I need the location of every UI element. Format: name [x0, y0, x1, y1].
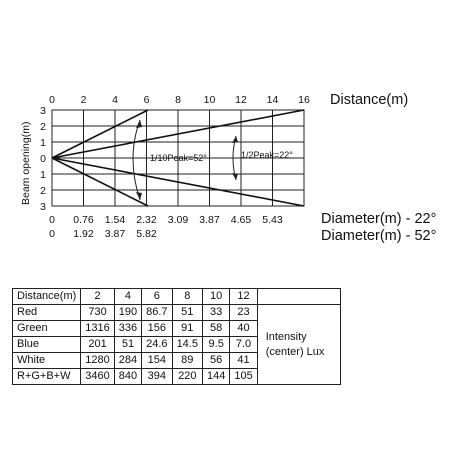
distance-tick-labels [49, 94, 310, 106]
diameter-52-value: 0 [49, 228, 55, 240]
beam-opening-tick: 3 [40, 105, 46, 117]
lux-value-cell: 40 [230, 321, 257, 337]
lux-value-cell: 33 [202, 305, 229, 321]
diameter-22-label: Diameter(m) - 22° [321, 211, 437, 227]
lux-value-cell: 1316 [81, 321, 114, 337]
row-color-name: Blue [13, 337, 81, 353]
peak-52-label: 1/10Peak=52° [150, 153, 207, 163]
distance-column-header: 6 [142, 289, 172, 305]
distance-tick: 2 [80, 94, 87, 106]
table-row [13, 305, 341, 321]
lux-value-cell: 284 [114, 353, 141, 369]
lux-value-cell: 201 [81, 337, 114, 353]
lux-value-cell: 336 [114, 321, 141, 337]
lux-value-cell: 41 [230, 353, 257, 369]
beam-opening-tick: 0 [40, 153, 46, 165]
diameter-52-value: 3.87 [104, 228, 126, 240]
lux-value-cell: 156 [142, 321, 172, 337]
lux-value-cell: 56 [202, 353, 229, 369]
diameter-22-value: 0 [49, 214, 55, 226]
lux-value-cell: 220 [172, 369, 202, 385]
diameter-52-value: 1.92 [73, 228, 94, 240]
lux-value-cell: 840 [114, 369, 141, 385]
lux-value-cell: 23 [230, 305, 257, 321]
peak-22-label: 1/2Peak=22° [241, 150, 293, 160]
intensity-table [12, 288, 341, 385]
diameter-52-label: Diameter(m) - 52° [321, 228, 437, 244]
arc-52-arrow-top [136, 120, 142, 128]
lux-value-cell: 144 [202, 369, 229, 385]
distance-column-header: 10 [202, 289, 229, 305]
intensity-unit-line2: (center) Lux [265, 345, 325, 358]
distance-tick: 14 [266, 94, 279, 106]
arc-22-arrow-bottom [232, 173, 238, 180]
lux-value-cell: 394 [142, 369, 172, 385]
intensity-unit-line1: Intensity [265, 330, 307, 343]
lux-value-cell: 14.5 [172, 337, 202, 353]
lux-value-cell: 730 [81, 305, 114, 321]
lux-value-cell: 86.7 [142, 305, 172, 321]
beam-opening-tick-labels [40, 105, 46, 213]
row-color-name: Green [13, 321, 81, 337]
arc-52-arrow-bottom [136, 192, 142, 200]
distance-tick: 12 [235, 94, 247, 106]
row-color-name: White [13, 353, 81, 369]
distance-tick: 4 [112, 94, 118, 106]
distance-tick: 6 [143, 94, 150, 106]
diameter-22-value: 1.54 [104, 214, 126, 226]
lux-value-cell: 89 [172, 353, 202, 369]
row-color-name: Red [13, 305, 81, 321]
diameter-22-value: 3.87 [199, 214, 220, 226]
beam-opening-tick: 2 [40, 121, 46, 133]
arc-22-arrow-top [232, 136, 238, 143]
arc-52-degree [133, 120, 140, 200]
intensity-table-body [13, 289, 341, 385]
distance-column-header: 4 [114, 289, 141, 305]
diameter-22-value: 4.65 [230, 214, 252, 226]
beam-opening-tick: 2 [40, 185, 46, 197]
diameter-52-value: 5.82 [136, 228, 157, 240]
beam-opening-tick: 1 [40, 169, 46, 181]
diameter-22-values [49, 214, 283, 226]
distance-column-header: 8 [172, 289, 202, 305]
beam-opening-tick: 3 [40, 201, 46, 213]
diameter-22-value: 5.43 [262, 214, 283, 226]
lux-value-cell: 7.0 [230, 337, 257, 353]
lux-value-cell: 154 [142, 353, 172, 369]
intensity-unit-label [257, 305, 340, 385]
unit-header-cell [257, 289, 340, 305]
distance-tick: 0 [49, 94, 55, 106]
distance-column-header: 2 [81, 289, 114, 305]
lux-value-cell: 190 [114, 305, 141, 321]
distance-tick: 16 [298, 94, 310, 106]
beam-opening-axis-label: Beam opening(m) [20, 121, 32, 205]
lux-value-cell: 3460 [81, 369, 114, 385]
row-color-name: R+G+B+W [13, 369, 81, 385]
lux-value-cell: 58 [202, 321, 229, 337]
lux-value-cell: 51 [114, 337, 141, 353]
table-header-row [13, 289, 341, 305]
distance-column-header: 12 [230, 289, 257, 305]
lux-value-cell: 105 [230, 369, 257, 385]
lux-value-cell: 51 [172, 305, 202, 321]
lux-value-cell: 91 [172, 321, 202, 337]
diameter-52-values [49, 228, 157, 240]
lux-value-cell: 1280 [81, 353, 114, 369]
lux-value-cell: 24.6 [142, 337, 172, 353]
distance-axis-label: Distance(m) [330, 92, 409, 108]
diameter-22-value: 3.09 [167, 214, 189, 226]
distance-tick: 10 [203, 94, 216, 106]
diameter-22-value: 2.32 [136, 214, 157, 226]
beam-opening-tick: 1 [40, 137, 46, 149]
lux-value-cell: 9.5 [202, 337, 229, 353]
distance-tick: 8 [175, 94, 181, 106]
distance-header-cell: Distance(m) [13, 289, 81, 305]
diameter-22-value: 0.76 [73, 214, 94, 226]
